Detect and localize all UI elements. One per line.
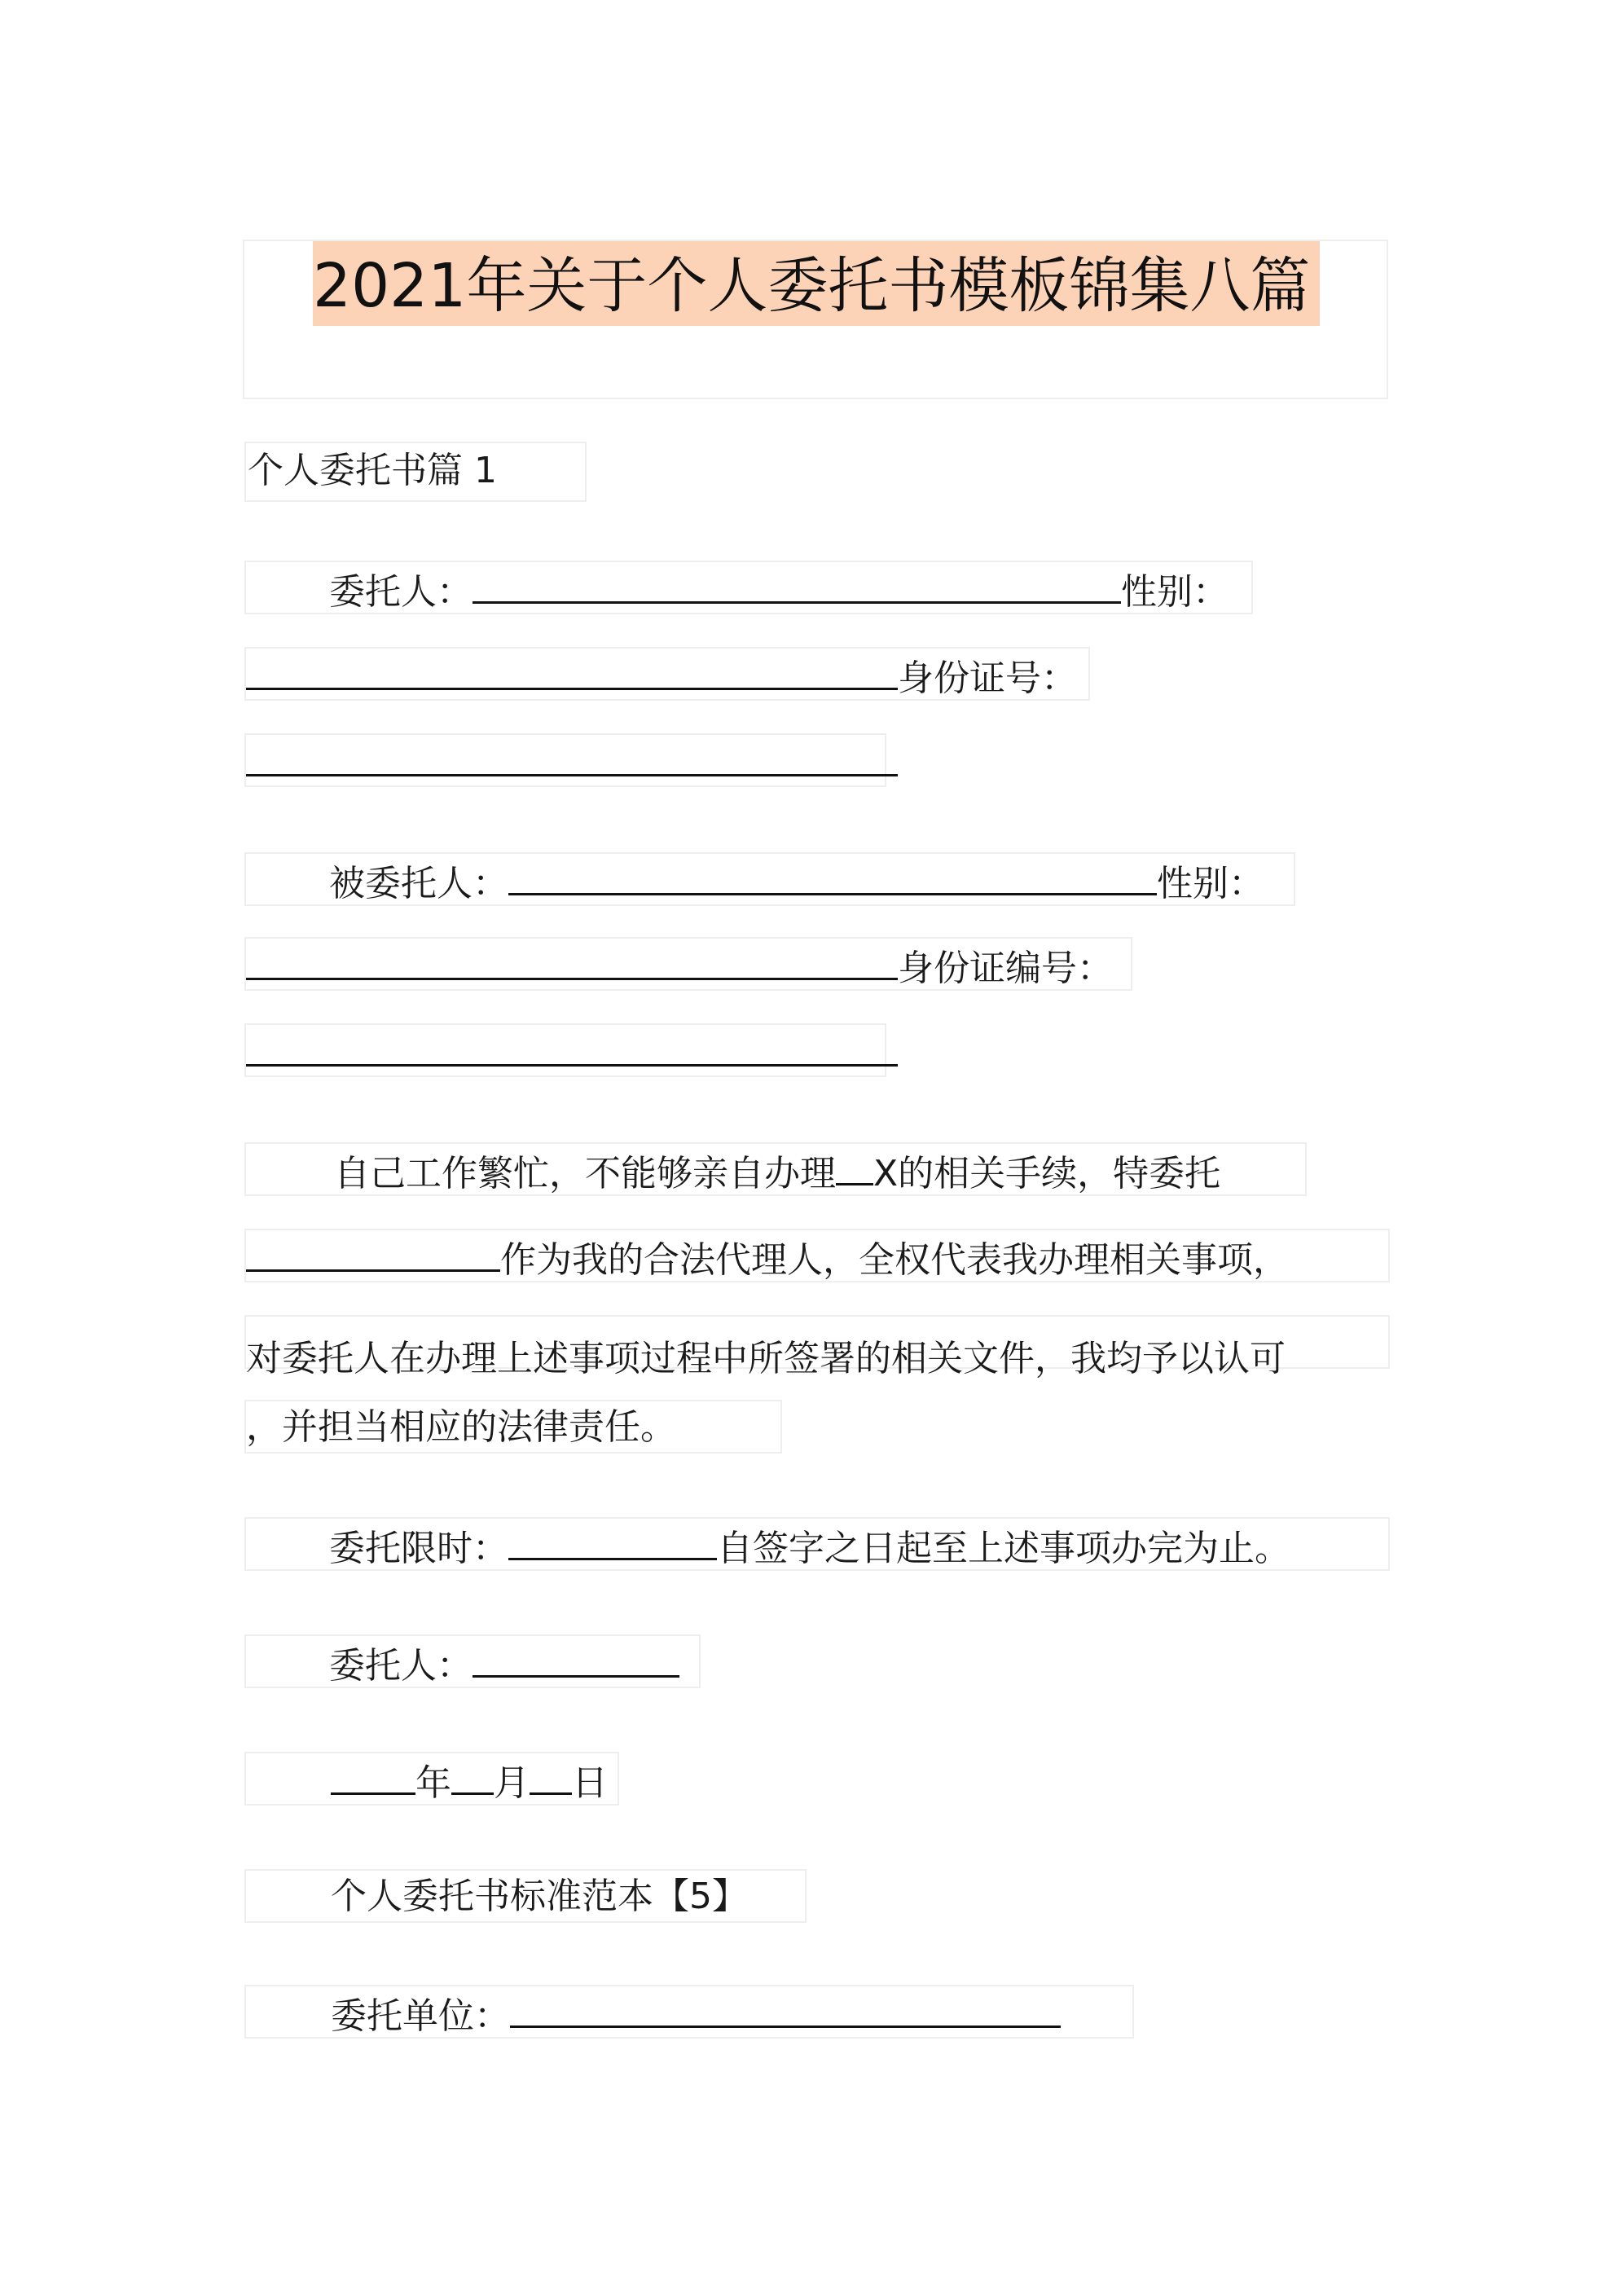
- day-label: 日: [572, 1762, 608, 1804]
- page-title: 2021年关于个人委托书模板锦集八篇: [313, 251, 1311, 321]
- agent-appointee-blank[interactable]: [246, 1232, 500, 1272]
- agent-name-blank[interactable]: [508, 856, 1157, 895]
- year-label: 年: [415, 1762, 451, 1804]
- month-label: 月: [494, 1762, 530, 1804]
- agent-name-line: [329, 856, 1264, 908]
- day-blank[interactable]: [530, 1755, 572, 1795]
- principal-name-blank[interactable]: [473, 564, 1121, 604]
- body-p1-start: 自己工作繁忙，不能够亲自办理: [334, 1153, 836, 1194]
- body-p2-end: 作为我的合法代理人，全权代表我办理相关事项，: [500, 1239, 1289, 1281]
- agent-id-line: [246, 1027, 898, 1080]
- signature-blank[interactable]: [473, 1638, 679, 1678]
- body-paragraph-3: 对委托人在办理上述事项过程中所签署的相关文件，我均予以认可: [246, 1338, 1286, 1379]
- term-blank[interactable]: [508, 1520, 717, 1560]
- body-paragraph-1: [334, 1146, 1220, 1199]
- principal-id-blank[interactable]: [246, 737, 898, 776]
- principal-name-label: 委托人：: [329, 571, 473, 613]
- agent-id-label: 身份证编号：: [898, 948, 1113, 989]
- signature-line: [329, 1638, 679, 1691]
- body-p1-end: 的相关手续，特委托: [898, 1153, 1221, 1194]
- agent-name-label: 被委托人：: [329, 863, 508, 904]
- agent-gender-line: [246, 940, 1113, 993]
- principal-gender-line: [246, 650, 1077, 703]
- principal-id-label: 身份证号：: [898, 658, 1077, 699]
- principal-gender-blank[interactable]: [246, 650, 898, 690]
- section1-heading: 个人委托书篇 1: [248, 450, 497, 491]
- body-p1-item: X: [873, 1153, 899, 1194]
- principal-id-line: [246, 737, 898, 790]
- date-line: [331, 1755, 608, 1808]
- agent-id-blank[interactable]: [246, 1027, 898, 1067]
- unit-line: [331, 1988, 1061, 2041]
- month-blank[interactable]: [451, 1755, 494, 1795]
- body-paragraph-4: ，并担当相应的法律责任。: [246, 1406, 676, 1448]
- unit-blank[interactable]: [510, 1988, 1061, 2028]
- term-line: [329, 1520, 1290, 1573]
- principal-gender-label: 性别：: [1121, 571, 1229, 613]
- agent-gender-blank[interactable]: [246, 940, 898, 980]
- principal-name-line: [329, 564, 1229, 617]
- year-blank[interactable]: [331, 1755, 415, 1795]
- section2-heading: 个人委托书标准范本【5】: [331, 1876, 748, 1917]
- agent-gender-label: 性别：: [1157, 863, 1264, 904]
- signature-label: 委托人：: [329, 1645, 473, 1687]
- unit-label: 委托单位：: [331, 1995, 510, 2037]
- term-suffix: 自签字之日起至上述事项办完为止。: [717, 1528, 1290, 1569]
- body-p1-blank[interactable]: [836, 1146, 873, 1185]
- term-label: 委托限时：: [329, 1528, 508, 1569]
- body-paragraph-2: [246, 1232, 1289, 1285]
